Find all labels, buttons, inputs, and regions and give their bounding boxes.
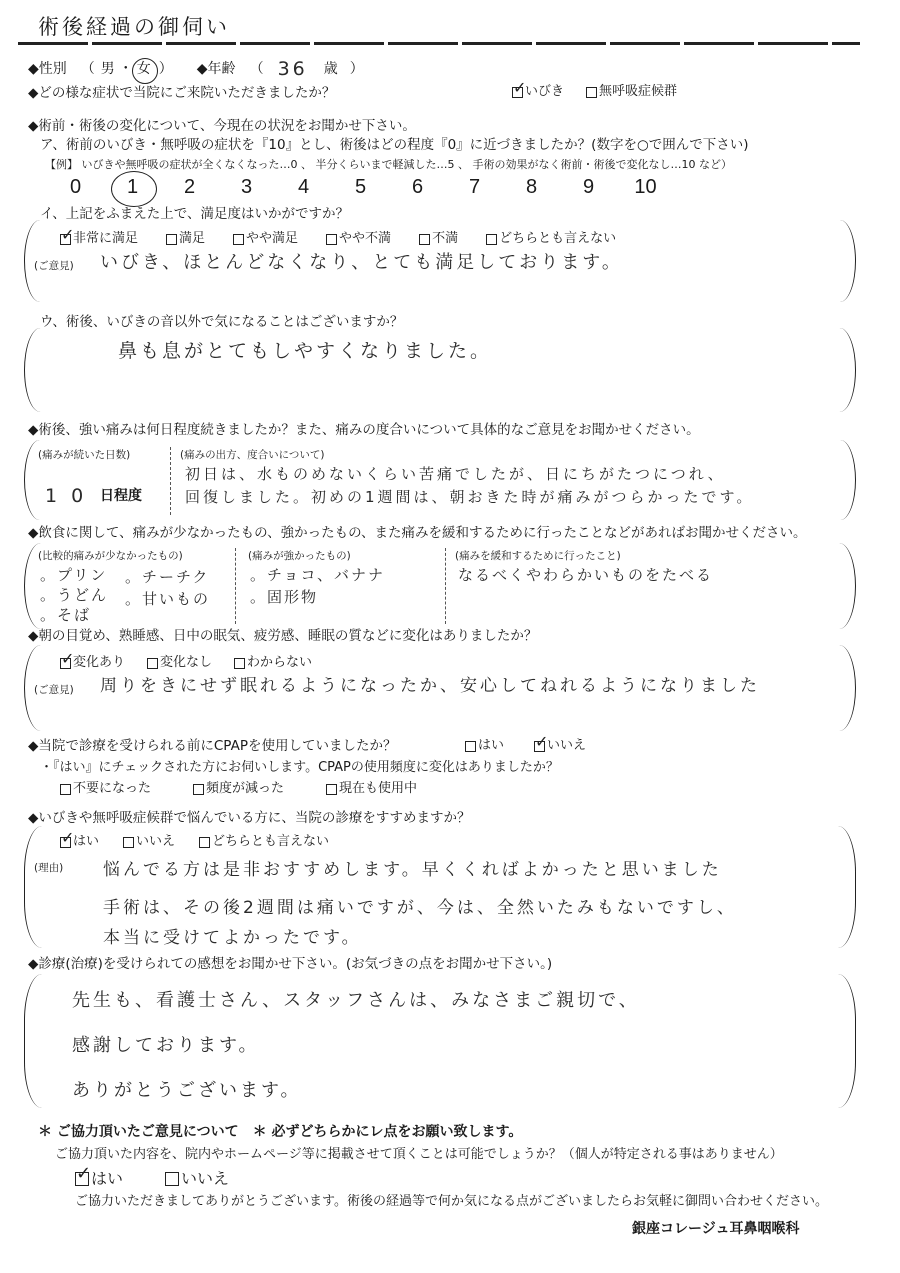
reason-handwritten: 手術は、その後2週間は痛いですが、今は、全然いたみもないですし、 xyxy=(103,898,737,918)
satisfaction-options xyxy=(60,231,616,247)
pain-detail-handwritten: 初日は、水ものめないくらい苦痛でしたが、日にちがたつにつれ、 xyxy=(185,465,726,483)
checkbox xyxy=(486,234,497,245)
age-label: ◆年齢 xyxy=(196,61,236,78)
impression-handwritten: 感謝しております。 xyxy=(72,1035,260,1056)
consent-options xyxy=(75,1169,229,1189)
paren-open: （ xyxy=(249,61,264,78)
paren-close: ） xyxy=(349,61,364,78)
scale-number: 0 xyxy=(69,176,82,198)
change-b-question: イ、上記をふまえた上で、満足度はいかがですか？ xyxy=(40,206,350,222)
strong-pain-item: 。固形物 xyxy=(250,588,319,606)
option-yes: ✓ はい xyxy=(75,1169,123,1189)
checkbox xyxy=(60,234,71,245)
checkbox xyxy=(534,741,545,752)
checkbox xyxy=(193,784,204,795)
age-unit: 歳 xyxy=(323,61,338,78)
checkbox xyxy=(233,234,244,245)
pain-days-label: (痛みが続いた日数) xyxy=(38,449,131,461)
cpap-question: ◆当院で診療を受けられる前にCPAPを使用していましたか？ xyxy=(28,738,397,754)
option-no: いいえ xyxy=(165,1169,229,1189)
impression-question: ◆診療(治療)を受けられての感想をお聞かせ下さい。(お気づきの点をお聞かせ下さい。) xyxy=(28,956,553,972)
profile-row xyxy=(28,58,364,82)
recommend-question: ◆いびきや無呼吸症候群で悩んでいる方に、当院の診療をすすめますか？ xyxy=(28,810,471,826)
option-yes: ✓ はい xyxy=(60,834,99,850)
change-heading: ◆術前・術後の変化について、今現在の状況をお聞かせ下さい。 xyxy=(28,118,416,134)
scale-number: 7 xyxy=(468,176,481,198)
pain-days-handwritten: 10 xyxy=(45,485,98,507)
pain-detail-handwritten: 回復しました。初めの1週間は、朝おきた時が痛みがつらかったです。 xyxy=(185,488,755,506)
gender-label: ◆性別 xyxy=(28,61,67,78)
checkbox xyxy=(60,837,71,848)
change-a-question: ア、術前のいびき・無呼吸の症状を『10』とし、術後はどの程度『0』に近づきましたか？(数字を○で囲んで下さい) xyxy=(40,137,749,153)
impression-handwritten: ありがとうございます。 xyxy=(72,1080,302,1101)
gender-female: 女 xyxy=(136,61,151,78)
scale-number: 2 xyxy=(183,176,196,198)
scale-number: 3 xyxy=(240,176,253,198)
sleep-question: ◆朝の目覚め、熟睡感、日中の眠気、疲労感、睡眠の質などに変化はありましたか？ xyxy=(28,628,538,644)
checkbox xyxy=(465,741,476,752)
option-apnea: 無呼吸症候群 xyxy=(586,84,677,100)
checkbox xyxy=(586,87,597,98)
gender-separator: ・ xyxy=(118,61,133,78)
divider xyxy=(170,447,171,515)
divider xyxy=(445,548,446,624)
checkbox xyxy=(326,234,337,245)
symptom-question: ◆どの様な症状で当院にご来院いただきましたか？ xyxy=(28,85,336,101)
recommend-options xyxy=(60,834,329,850)
change-a-example: 【例】 いびきや無呼吸の症状が全くなくなった…0 、 半分くらいまで軽減した…5 、 手術の効果がなく術前・術後で変化なし…10 など） xyxy=(45,158,732,171)
checkbox xyxy=(60,784,71,795)
consent-question: ご協力頂いた内容を、院内やホームページ等に掲載させて頂くことは可能でしょうか？（個人が特定される事はありません） xyxy=(55,1147,783,1162)
less-pain-label: (比較的痛みが少なかったもの) xyxy=(38,550,183,562)
scale-number: 1 xyxy=(104,176,161,199)
checkbox xyxy=(419,234,430,245)
thanks-text: ご協力いただきましてありがとうございます。術後の経過等で何か気になる点がございましたらお気軽に御問い合わせください。 xyxy=(75,1194,828,1209)
option-still-using: 現在も使用中 xyxy=(326,781,417,797)
option-very-satisfied: ✓ 非常に満足 xyxy=(60,231,138,247)
sleep-options xyxy=(60,655,312,671)
sleep-opinion-handwritten: 周りをきにせず眠れるようになったか、安心してねれるようになりました xyxy=(100,676,760,696)
less-pain-item: 。プリン xyxy=(40,566,108,584)
severity-scale xyxy=(47,176,674,199)
less-pain-item: 。チーチク xyxy=(125,568,210,586)
checkbox xyxy=(326,784,337,795)
checkbox xyxy=(166,234,177,245)
pain-question: ◆術後、強い痛みは何日程度続きましたか？また、痛みの度合いについて具体的なご意見をお聞かせください。 xyxy=(28,422,700,438)
reason-handwritten: 悩んでる方は是非おすすめします。早くくればよかったと思いました xyxy=(103,860,722,880)
checkbox xyxy=(123,837,134,848)
less-pain-item: 。うどん xyxy=(40,586,109,604)
cpap-followup: ・『はい』にチェックされた方にお伺いします。CPAPの使用頻度に変化はありましたか？ xyxy=(40,760,559,775)
strong-pain-item: 。チョコ、バナナ xyxy=(250,566,385,584)
strong-pain-label: (痛みが強かったもの) xyxy=(248,550,351,562)
opinion-label: (ご意見) xyxy=(34,260,74,272)
relief-handwritten: なるべくやわらかいものをたべる xyxy=(458,566,714,584)
reason-label: (理由) xyxy=(34,862,64,874)
scale-number: 6 xyxy=(411,176,424,198)
scale-number: 10 xyxy=(634,176,657,198)
option-no: いいえ xyxy=(123,834,175,850)
pain-days-unit: 日程度 xyxy=(100,488,142,504)
title-underline xyxy=(18,42,860,45)
option-somewhat-satisfied: やや満足 xyxy=(233,231,298,247)
checkbox xyxy=(199,837,210,848)
age-value-handwritten: 36 xyxy=(277,58,308,80)
checkbox xyxy=(234,658,245,669)
option-unknown: わからない xyxy=(234,655,312,671)
scale-number: 4 xyxy=(297,176,310,198)
less-pain-item: 。そば xyxy=(40,606,92,624)
form-title: 術後経過の御伺い xyxy=(38,15,230,39)
paren-open: （ xyxy=(80,61,95,78)
option-reduced: 頻度が減った xyxy=(193,781,284,797)
checkbox xyxy=(165,1172,179,1186)
gender-male: 男 xyxy=(100,61,115,78)
scale-number: 8 xyxy=(525,176,538,198)
symptom-options xyxy=(512,84,677,100)
option-satisfied: 満足 xyxy=(166,231,205,247)
consent-heading: ＊ ご協力頂いたご意見について ＊ 必ずどちらかにレ点をお願い致します。 xyxy=(38,1124,523,1140)
scale-number: 5 xyxy=(354,176,367,198)
pain-detail-label: (痛みの出方、度合いについて) xyxy=(180,449,325,461)
scale-number: 9 xyxy=(582,176,595,198)
option-neither: どちらとも言えない xyxy=(199,834,329,850)
satisfaction-opinion-handwritten: いびき、ほとんどなくなり、とても満足しております。 xyxy=(100,252,623,273)
impression-handwritten: 先生も、看護士さん、スタッフさんは、みなさまご親切で、 xyxy=(72,990,640,1011)
less-pain-item: 。甘いもの xyxy=(125,590,211,608)
change-c-question: ウ、術後、いびきの音以外で気になることはございますか？ xyxy=(40,314,404,330)
checkbox xyxy=(75,1172,89,1186)
option-dissatisfied: 不満 xyxy=(419,231,458,247)
option-no-change: 変化なし xyxy=(147,655,212,671)
relief-label: (痛みを緩和するために行ったこと) xyxy=(455,550,621,562)
opinion-label: (ご意見) xyxy=(34,684,74,696)
option-no-longer-needed: 不要になった xyxy=(60,781,151,797)
checkbox xyxy=(60,658,71,669)
paren-close: ） xyxy=(158,61,173,78)
checkbox xyxy=(147,658,158,669)
food-question: ◆飲食に関して、痛みが少なかったもの、強かったもの、また痛みを緩和するために行ったことなどがあればお聞かせください。 xyxy=(28,525,807,541)
reason-handwritten: 本当に受けてよかったです。 xyxy=(103,928,362,948)
option-yes: はい xyxy=(465,738,504,754)
divider xyxy=(235,548,236,624)
option-ibiki: ✓ いびき xyxy=(512,84,564,100)
other-concern-handwritten: 鼻も息がとてもしやすくなりました。 xyxy=(118,340,493,362)
clinic-name: 銀座コレージュ耳鼻咽喉科 xyxy=(632,1221,800,1237)
cpap-options xyxy=(465,738,586,754)
option-changed: ✓ 変化あり xyxy=(60,655,125,671)
option-no: ✓ いいえ xyxy=(534,738,586,754)
option-neither: どちらとも言えない xyxy=(486,231,616,247)
cpap-followup-options xyxy=(60,781,417,797)
option-somewhat-dissatisfied: やや不満 xyxy=(326,231,391,247)
checkbox xyxy=(512,87,523,98)
